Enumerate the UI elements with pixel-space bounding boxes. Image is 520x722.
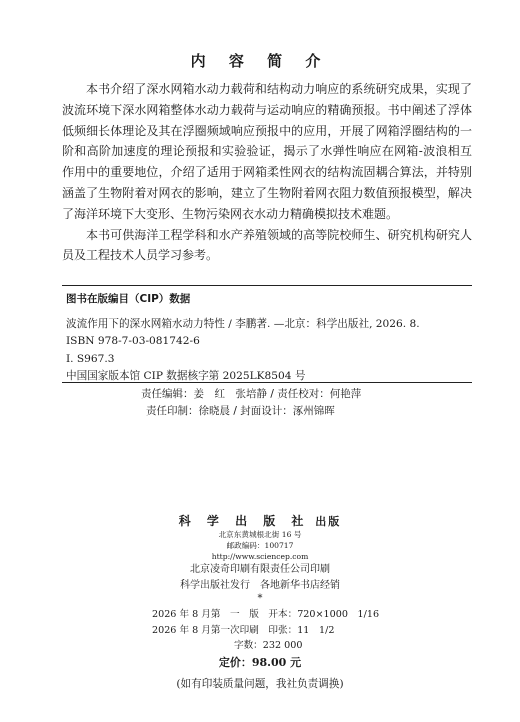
summary-paragraph-1: 本书介绍了深水网箱水动力载荷和结构动力响应的系统研究成果，实现了波流环境下深水网箱整体水动力载荷与运动响应的精确预报。书中阐述了浮体低频细长体理论及其在浮圈频域响应预报中的应用，开展了网箱浮圈结构的一阶和高阶加速度的理论预报和实验验证，揭示了水弹性响应在网箱-波浪相互作用中的重要地位，介绍了适用于网箱柔性网衣的结构流固耦合算法，并特别涵盖了生物附着对网衣的影响，建立了生物附着网衣阻力数值预报模型，解决了海洋环境下大变形、生物污染网衣水动力精确模拟技术难题。 (62, 82, 472, 221)
quality-note: (如有印装质量问题，我社负责调换) (176, 678, 344, 690)
publisher-website: http://www.sciencep.com (211, 552, 309, 561)
cip-isbn: ISBN 978-7-03-081742-6 (66, 335, 200, 348)
cip-entry: 波流作用下的深水网箱水动力特性 / 李鹏著. —北京：科学出版社, 2026. 8. (66, 317, 420, 330)
publisher-block (0, 512, 520, 604)
cip-classification: Ⅰ. S967.3 (66, 352, 115, 365)
cip-bottom-rule (62, 382, 472, 383)
cip-data-block (66, 291, 472, 386)
publisher-name-suffix: 出版 (315, 515, 342, 528)
credits-production: 责任印制：徐晓晨 / 封面设计：涿州锦晖 (146, 405, 335, 417)
edition-line: 2026 年 8 月第 一 版 开本：720×1000 1/16 (152, 609, 380, 620)
book-summary (62, 79, 472, 266)
page-title: 内 容 简 介 (190, 52, 330, 70)
printer-line: 北京凌奇印刷有限责任公司印刷 (190, 564, 330, 575)
cip-record-number: 中国国家版本馆 CIP 数据核字第 2025LK8504 号 (66, 370, 306, 383)
publisher-seal-text: 科 学 出 版 社 (178, 514, 310, 528)
printing-line: 2026 年 8 月第一次印刷 印张：11 1/2 (152, 624, 335, 636)
separator-star: * (257, 593, 263, 604)
publisher-postcode: 邮政编码：100717 (226, 541, 294, 550)
credits-editors: 责任编辑：姜 红 张培静 / 责任校对：何艳萍 (141, 388, 362, 400)
publisher-name (0, 512, 520, 529)
summary-paragraph-2: 本书可供海洋工程学科和水产养殖领域的高等院校师生、研究机构研究人员及工程技术人员学习参考。 (62, 227, 472, 263)
distribution-line: 科学出版社发行 各地新华书店经销 (180, 579, 340, 591)
price: 定价：98.00 元 (218, 656, 302, 669)
cip-heading: 图书在版编目（CIP）数据 (66, 293, 191, 305)
cip-top-rule (62, 285, 472, 286)
publisher-address: 北京东黄城根北街 16 号 (218, 530, 302, 539)
word-count: 字数：232 000 (234, 640, 303, 651)
